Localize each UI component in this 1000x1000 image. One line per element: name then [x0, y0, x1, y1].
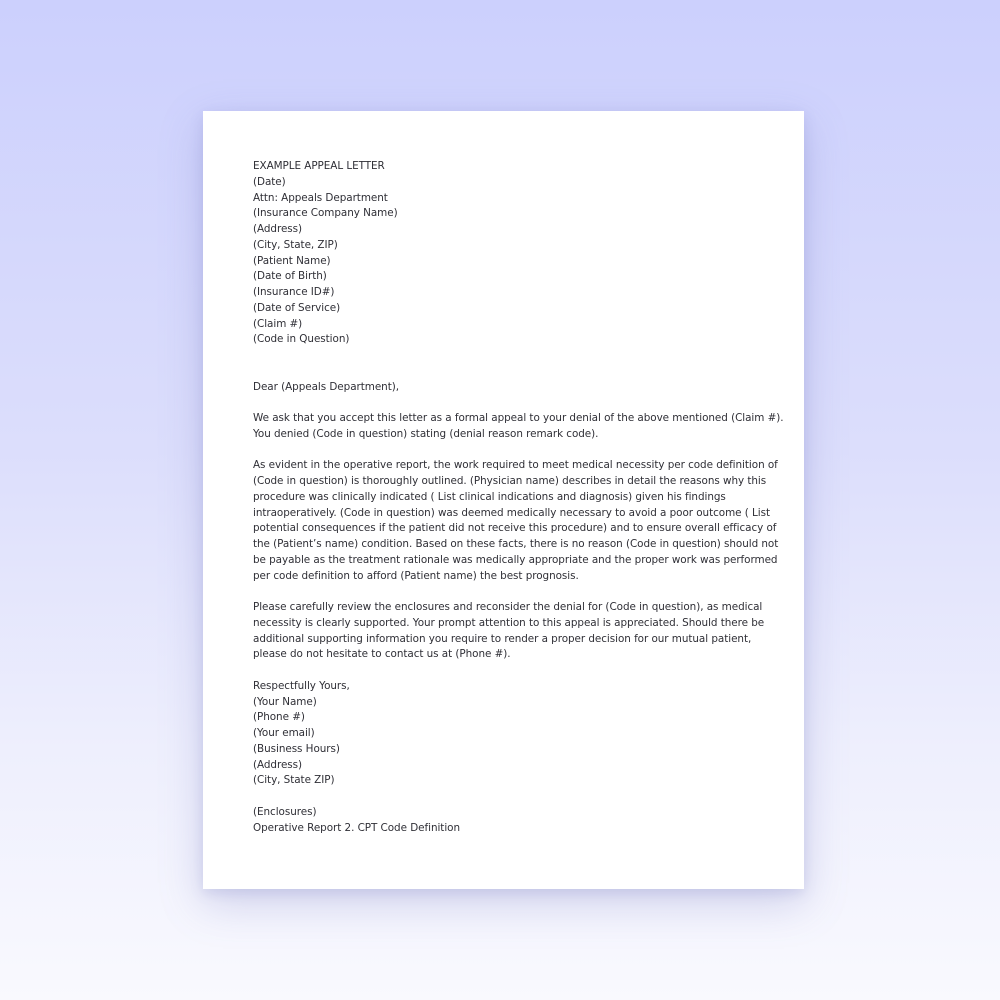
header-insurance-company: (Insurance Company Name): [253, 207, 398, 220]
spacer: [253, 663, 764, 679]
enclosures-list: Operative Report 2. CPT Code Definition: [253, 821, 461, 834]
spacer: [253, 395, 764, 411]
appeal-letter: [253, 159, 784, 836]
letter-title: EXAMPLE APPEAL LETTER: [253, 160, 385, 172]
paragraph-review-request: [253, 600, 765, 663]
closing: Respectfully Yours,: [253, 679, 350, 692]
signature-address: (Address): [253, 758, 303, 771]
header-date-of-service: (Date of Service): [253, 301, 341, 314]
document-page: [203, 111, 804, 889]
signature-city-state-zip: (City, State ZIP): [253, 774, 335, 787]
signature-phone: (Phone #): [253, 711, 305, 724]
salutation: Dear (Appeals Department),: [253, 380, 399, 393]
header-claim: (Claim #): [253, 317, 303, 330]
signature-business-hours: (Business Hours): [253, 742, 340, 755]
paragraph-line: procedure was clinically indicated ( List clinical indications and diagnosis) given his findings: [253, 490, 726, 503]
paragraph-line: additional supporting information you require to render a proper decision for our mutual patient,: [253, 632, 752, 645]
header-attn: Attn: Appeals Department: [253, 191, 388, 204]
header-patient-name: (Patient Name): [253, 254, 331, 267]
signature-block: [253, 695, 764, 790]
paragraph-request: [253, 411, 784, 443]
paragraph-justification: [253, 458, 779, 584]
paragraph-line: We ask that you accept this letter as a formal appeal to your denial of the above mentioned (Claim #).: [253, 412, 784, 424]
paragraph-line: (Code in question) is thoroughly outlined. (Physician name) describes in detail the reasons why this: [253, 475, 767, 487]
letter-header-block: [253, 175, 764, 348]
paragraph-line: please do not hesitate to contact us at (Phone #).: [253, 648, 511, 661]
paragraph-line: potential consequences if the patient did not receive this procedure) and to ensure overall efficacy of: [253, 522, 777, 535]
paragraph-line: As evident in the operative report, the work required to meet medical necessity per code definition of: [253, 459, 778, 472]
header-code-in-question: (Code in Question): [253, 333, 350, 346]
spacer: [253, 443, 764, 459]
spacer: [253, 584, 764, 600]
paragraph-line: the (Patient’s name) condition. Based on these facts, there is no reason (Code in question) should not: [253, 538, 779, 550]
signature-name: (Your Name): [253, 695, 317, 708]
paragraph-line: Please carefully review the enclosures and reconsider the denial for (Code in question), as medical: [253, 601, 763, 613]
header-insurance-id: (Insurance ID#): [253, 286, 335, 298]
paragraph-line: You denied (Code in question) stating (denial reason remark code).: [253, 427, 599, 440]
paragraph-line: be payable as the treatment rationale was medically appropriate and the proper work was performed: [253, 553, 778, 566]
header-date: (Date): [253, 175, 286, 188]
signature-email: (Your email): [253, 727, 315, 739]
spacer: [253, 348, 764, 380]
enclosures-label: (Enclosures): [253, 805, 317, 818]
spacer: [253, 789, 764, 805]
header-city-state-zip: (City, State, ZIP): [253, 238, 338, 251]
paragraph-line: intraoperatively. (Code in question) was deemed medically necessary to avoid a poor outcome ( List: [253, 506, 770, 519]
paragraph-line: necessity is clearly supported. Your prompt attention to this appeal is appreciated. Should there be: [253, 616, 765, 629]
header-address: (Address): [253, 223, 303, 235]
header-date-of-birth: (Date of Birth): [253, 270, 327, 283]
paragraph-line: per code definition to afford (Patient name) the best prognosis.: [253, 569, 579, 582]
